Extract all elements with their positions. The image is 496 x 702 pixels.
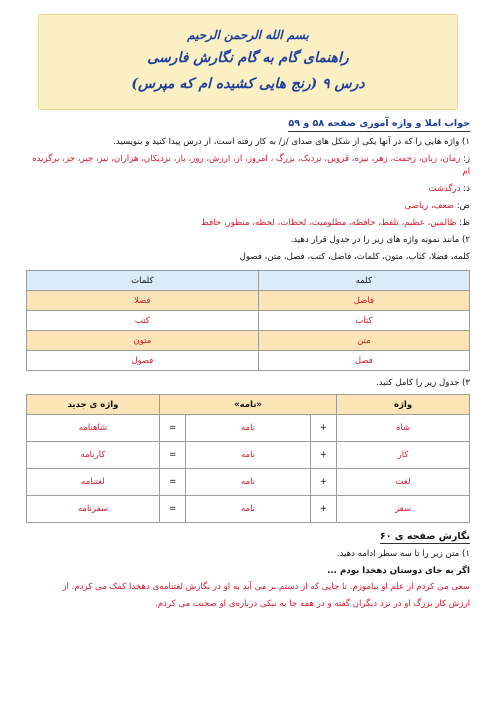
table-row — [27, 442, 470, 469]
question-2-words: کلمه، فضلا، کتاب، متون، کلمات، فاضل، کتب، فصل، متن، فصول — [239, 252, 470, 262]
writing-question-1: ۱) متن زیر را تا سه سطر ادامه دهید. — [336, 549, 470, 559]
table-header: واژه — [337, 395, 470, 415]
table-header: «نامه» — [159, 395, 336, 415]
equals-sign: = — [159, 442, 186, 469]
table-cell: کتاب — [258, 311, 469, 331]
question-1-text: ۱) واژه هایی را که در آنها یکی از شکل های صدای /ز/ به کار رفته است، از درس پیدا کنید و بنویسید. — [113, 137, 470, 147]
question-2-text: ۲) مانند نمونه واژه های زیر را در جدول قرار دهید. — [290, 235, 470, 245]
zad-label: ض: — [456, 201, 470, 211]
table-cell: فصل — [258, 351, 469, 371]
plus-sign: + — [310, 442, 337, 469]
table-cell: کار — [337, 442, 470, 469]
table-cell: سفر — [337, 496, 470, 523]
table-cell: فاضل — [258, 291, 469, 311]
table-cell: نامه — [186, 415, 310, 442]
z-words: زمان، زبان، زحمت، زهر، نیزه، قزوین، نزدیک، بزرگ ، امروز، از، ارزش، روز، باز، نزدیکان، هزاران، نیز، چیز، جز، برگزیده ام — [32, 154, 470, 177]
table-header: کلمه — [258, 271, 469, 291]
question-3-text: ۳) جدول زیر را کامل کنید. — [375, 378, 470, 388]
zad-words: ضعف، ریاضی — [404, 201, 454, 211]
za-words: ظالمین، عظیم، تلفظ، حافظه، مظلومیت، لحظات، لحظه، منظور، حافظ — [200, 218, 457, 228]
table-row — [27, 415, 470, 442]
singular-plural-table — [26, 270, 470, 371]
table-cell: فصول — [27, 351, 259, 371]
table-cell: نامه — [186, 496, 310, 523]
table-cell: فضلا — [27, 291, 259, 311]
table-row — [27, 291, 470, 311]
table-cell: شاهنامه — [27, 415, 160, 442]
word-formation-table — [26, 394, 470, 523]
table-header: واژه ی جدید — [27, 395, 160, 415]
bismillah-line: بسم الله الرحمن الرحیم — [187, 28, 309, 42]
writing-section-title: نگارش صفحه ی ۶۰ — [379, 531, 470, 542]
table-row — [27, 311, 470, 331]
table-cell: کارنامه — [27, 442, 160, 469]
lesson-title: درس ۹ (رنج هایی کشیده ام که مپرس) — [131, 76, 365, 92]
z-label: ز: — [462, 154, 470, 164]
table-cell: نامه — [186, 469, 310, 496]
equals-sign: = — [159, 469, 186, 496]
z-row — [26, 153, 470, 179]
writing-answer-line-2: ارزش کار بزرگ او در نزد دیگران گفته و در همه جا به نیکی درباره‌ی او صحبت می کردم. — [154, 599, 470, 609]
table-cell: متن — [258, 331, 469, 351]
zad-row — [26, 200, 470, 213]
table-row — [27, 331, 470, 351]
writing-answer-line-1: سعی می کردم از علم او بیاموزم. تا جایی که از دستم بر می آید به او در نگارش لغتنامه‌ی دهخدا کمک می کردم. از — [62, 582, 470, 592]
table-row — [27, 469, 470, 496]
answer-section-title: جواب املا و واژه آموزی صفحه ۵۸ و ۵۹ — [288, 118, 470, 132]
plus-sign: + — [310, 496, 337, 523]
zal-label: ذ: — [463, 184, 470, 194]
equals-sign: = — [159, 415, 186, 442]
za-row — [26, 217, 470, 230]
book-title: راهنمای گام به گام نگارش فارسی — [147, 50, 349, 66]
zal-row — [26, 183, 470, 196]
writing-prompt: اگر به جای دوستان دهخدا بودم ... — [327, 566, 470, 576]
title-box — [38, 14, 458, 110]
table-cell: سفرنامه — [27, 496, 160, 523]
table-row — [27, 496, 470, 523]
table-row — [27, 351, 470, 371]
za-label: ظ: — [459, 218, 470, 228]
table-cell: متون — [27, 331, 259, 351]
table-cell: لغتنامه — [27, 469, 160, 496]
equals-sign: = — [159, 496, 186, 523]
table-cell: کتب — [27, 311, 259, 331]
table-cell: نامه — [186, 442, 310, 469]
table-cell: شاه — [337, 415, 470, 442]
zal-words: درگذشت — [428, 184, 461, 194]
plus-sign: + — [310, 415, 337, 442]
table-cell: لغت — [337, 469, 470, 496]
table-header: کلمات — [27, 271, 259, 291]
plus-sign: + — [310, 469, 337, 496]
